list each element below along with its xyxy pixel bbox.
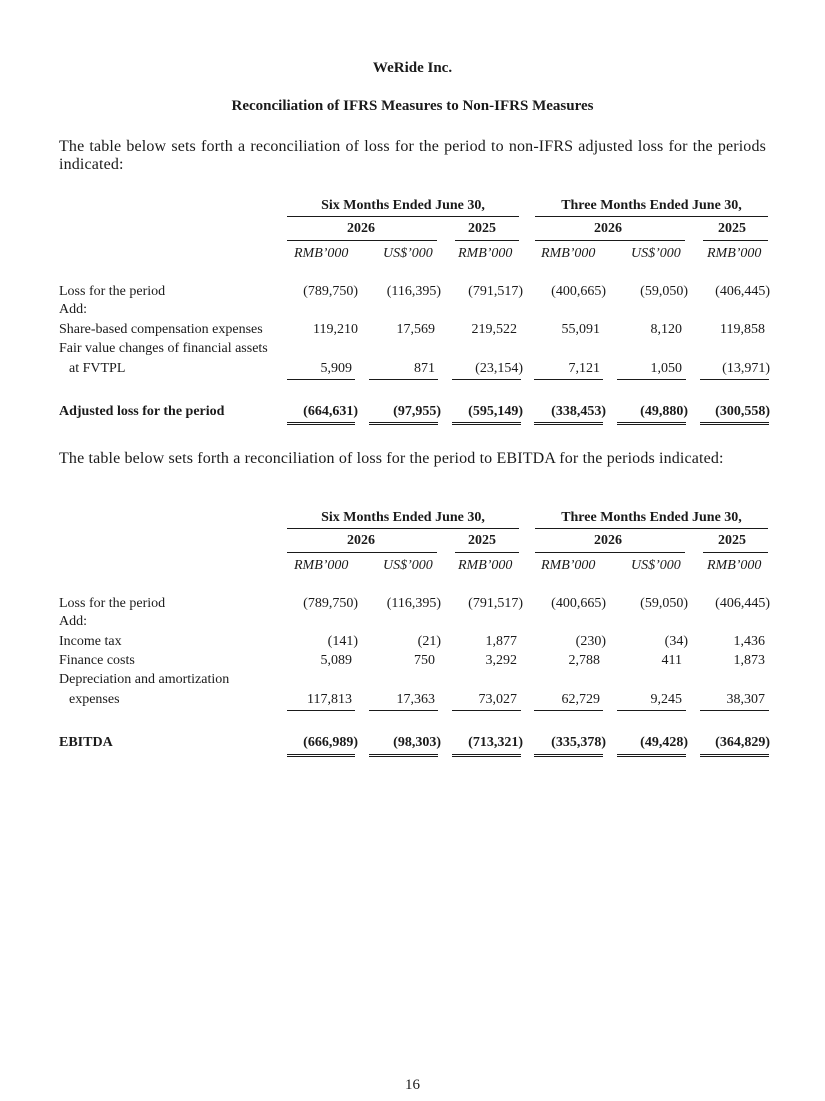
three-months-header: Three Months Ended June 30, bbox=[561, 510, 742, 525]
year-rule bbox=[703, 552, 768, 553]
page-number: 16 bbox=[405, 1077, 420, 1093]
year-rule bbox=[535, 240, 685, 241]
year-header: 2025 bbox=[718, 221, 746, 236]
subtotal-rule bbox=[287, 710, 355, 711]
header-rule bbox=[535, 528, 768, 529]
total-value: (595,149) bbox=[468, 404, 523, 419]
cell-value: 5,089 bbox=[320, 653, 352, 668]
subtotal-rule bbox=[534, 710, 603, 711]
total-double-rule bbox=[534, 754, 603, 757]
cell-value: (141) bbox=[327, 634, 358, 649]
cell-value: 219,522 bbox=[471, 322, 517, 337]
year-rule bbox=[535, 552, 685, 553]
cell-value: 3,292 bbox=[485, 653, 517, 668]
total-value: (364,829) bbox=[715, 735, 770, 750]
cell-value: 1,877 bbox=[485, 634, 517, 649]
cell-value: (23,154) bbox=[475, 361, 523, 376]
cell-value: (116,395) bbox=[386, 596, 441, 611]
total-value: (49,880) bbox=[640, 404, 688, 419]
year-header: 2026 bbox=[594, 533, 622, 548]
total-double-rule bbox=[700, 754, 769, 757]
year-rule bbox=[455, 552, 519, 553]
year-header: 2026 bbox=[347, 221, 375, 236]
unit-header: RMB’000 bbox=[541, 246, 596, 261]
row-label: at FVTPL bbox=[69, 361, 126, 376]
total-double-rule bbox=[617, 422, 686, 425]
subtotal-rule bbox=[287, 379, 355, 380]
cell-value: (230) bbox=[575, 634, 606, 649]
total-value: (98,303) bbox=[393, 735, 441, 750]
subtotal-rule bbox=[700, 710, 769, 711]
year-header: 2026 bbox=[594, 221, 622, 236]
year-header: 2025 bbox=[718, 533, 746, 548]
row-label: Loss for the period bbox=[59, 284, 166, 299]
total-value: (666,989) bbox=[303, 735, 358, 750]
unit-header: RMB’000 bbox=[294, 558, 349, 573]
cell-value: (34) bbox=[664, 634, 688, 649]
cell-value: (59,050) bbox=[640, 284, 688, 299]
year-rule bbox=[287, 240, 437, 241]
unit-header: US$’000 bbox=[631, 558, 681, 573]
cell-value: (400,665) bbox=[551, 284, 606, 299]
three-months-header: Three Months Ended June 30, bbox=[561, 198, 742, 213]
cell-value: 2,788 bbox=[568, 653, 600, 668]
total-value: (49,428) bbox=[640, 735, 688, 750]
row-label: Income tax bbox=[59, 634, 122, 649]
header-rule bbox=[535, 216, 768, 217]
year-header: 2025 bbox=[468, 221, 496, 236]
header-rule bbox=[287, 528, 519, 529]
subtotal-rule bbox=[452, 710, 521, 711]
row-label: Share-based compensation expenses bbox=[59, 322, 263, 337]
unit-header: RMB’000 bbox=[541, 558, 596, 573]
cell-value: 750 bbox=[414, 653, 435, 668]
subtotal-rule bbox=[617, 710, 686, 711]
row-label: Add: bbox=[59, 614, 87, 629]
row-label: Loss for the period bbox=[59, 596, 166, 611]
cell-value: 9,245 bbox=[650, 692, 682, 707]
cell-value: (21) bbox=[417, 634, 441, 649]
row-label: EBITDA bbox=[59, 735, 113, 750]
year-rule bbox=[703, 240, 768, 241]
cell-value: 119,210 bbox=[313, 322, 358, 337]
cell-value: 1,436 bbox=[733, 634, 765, 649]
unit-header: RMB’000 bbox=[458, 246, 513, 261]
subtotal-rule bbox=[617, 379, 686, 380]
cell-value: (406,445) bbox=[715, 596, 770, 611]
unit-header: US$’000 bbox=[383, 246, 433, 261]
total-double-rule bbox=[287, 754, 355, 757]
unit-header: US$’000 bbox=[631, 246, 681, 261]
cell-value: 871 bbox=[414, 361, 435, 376]
row-label: Depreciation and amortization bbox=[59, 672, 230, 687]
cell-value: 73,027 bbox=[478, 692, 517, 707]
year-rule bbox=[455, 240, 519, 241]
subtotal-rule bbox=[700, 379, 769, 380]
intro-paragraph-2: The table below sets forth a reconciliation of loss for the period to EBITDA for the periods indicated: bbox=[59, 450, 724, 467]
total-value: (97,955) bbox=[393, 404, 441, 419]
cell-value: (406,445) bbox=[715, 284, 770, 299]
subtotal-rule bbox=[452, 379, 521, 380]
cell-value: 119,858 bbox=[720, 322, 765, 337]
unit-header: RMB’000 bbox=[707, 558, 762, 573]
cell-value: 1,873 bbox=[733, 653, 765, 668]
cell-value: 17,363 bbox=[396, 692, 435, 707]
unit-header: RMB’000 bbox=[294, 246, 349, 261]
cell-value: 17,569 bbox=[396, 322, 435, 337]
cell-value: 38,307 bbox=[726, 692, 765, 707]
total-double-rule bbox=[617, 754, 686, 757]
cell-value: (116,395) bbox=[386, 284, 441, 299]
six-months-header: Six Months Ended June 30, bbox=[321, 198, 485, 213]
subtotal-rule bbox=[369, 379, 438, 380]
row-label: Fair value changes of financial assets bbox=[59, 341, 268, 356]
total-double-rule bbox=[700, 422, 769, 425]
cell-value: (59,050) bbox=[640, 596, 688, 611]
total-double-rule bbox=[369, 422, 438, 425]
total-double-rule bbox=[452, 754, 521, 757]
year-rule bbox=[287, 552, 437, 553]
row-label: Finance costs bbox=[59, 653, 135, 668]
cell-value: 8,120 bbox=[650, 322, 682, 337]
intro-paragraph-1: The table below sets forth a reconciliation of loss for the period to non-IFRS adjusted loss for the periods indicated: bbox=[59, 138, 766, 173]
cell-value: (791,517) bbox=[468, 596, 523, 611]
cell-value: (789,750) bbox=[303, 284, 358, 299]
cell-value: (789,750) bbox=[303, 596, 358, 611]
row-label: Add: bbox=[59, 302, 87, 317]
cell-value: 1,050 bbox=[650, 361, 682, 376]
cell-value: 7,121 bbox=[568, 361, 600, 376]
header-rule bbox=[287, 216, 519, 217]
cell-value: 5,909 bbox=[320, 361, 352, 376]
row-label: Adjusted loss for the period bbox=[59, 404, 225, 419]
cell-value: (400,665) bbox=[551, 596, 606, 611]
company-name: WeRide Inc. bbox=[372, 60, 453, 76]
total-value: (713,321) bbox=[468, 735, 523, 750]
year-header: 2025 bbox=[468, 533, 496, 548]
cell-value: (791,517) bbox=[468, 284, 523, 299]
total-double-rule bbox=[287, 422, 355, 425]
total-double-rule bbox=[534, 422, 603, 425]
unit-header: RMB’000 bbox=[458, 558, 513, 573]
cell-value: 55,091 bbox=[561, 322, 600, 337]
cell-value: 117,813 bbox=[307, 692, 352, 707]
total-value: (335,378) bbox=[551, 735, 606, 750]
unit-header: RMB’000 bbox=[707, 246, 762, 261]
row-label: expenses bbox=[69, 692, 120, 707]
total-value: (338,453) bbox=[551, 404, 606, 419]
total-double-rule bbox=[452, 422, 521, 425]
total-value: (664,631) bbox=[303, 404, 358, 419]
total-value: (300,558) bbox=[715, 404, 770, 419]
page-title: Reconciliation of IFRS Measures to Non-IFRS Measures bbox=[231, 98, 594, 114]
cell-value: 62,729 bbox=[561, 692, 600, 707]
year-header: 2026 bbox=[347, 533, 375, 548]
subtotal-rule bbox=[369, 710, 438, 711]
unit-header: US$’000 bbox=[383, 558, 433, 573]
total-double-rule bbox=[369, 754, 438, 757]
six-months-header: Six Months Ended June 30, bbox=[321, 510, 485, 525]
subtotal-rule bbox=[534, 379, 603, 380]
cell-value: 411 bbox=[661, 653, 682, 668]
cell-value: (13,971) bbox=[722, 361, 770, 376]
